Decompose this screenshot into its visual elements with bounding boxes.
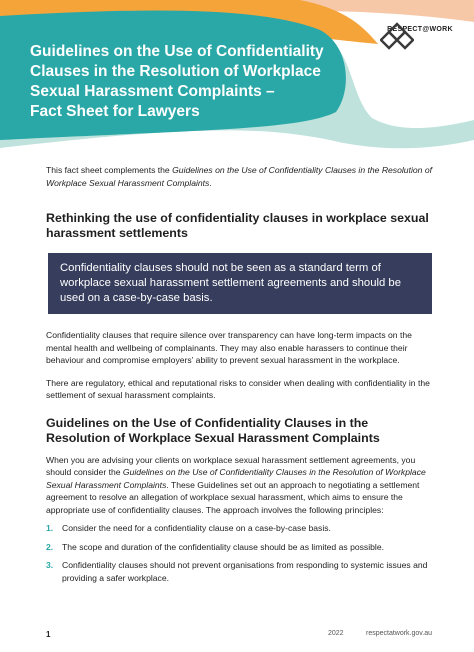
title-line: Sexual Harassment Complaints – bbox=[30, 83, 275, 100]
page-footer bbox=[46, 630, 432, 642]
guidelines-text-rest: . These Guidelines set out an approach to negotiating a settlement agreement to resolve an allegation of workplace sexual harassment, which aims to ensure the appropriate use of confidentiality clauses. The approach involves the following principles: bbox=[46, 479, 420, 515]
guidelines-paragraph bbox=[46, 454, 432, 517]
section-heading-rethinking: Rethinking the use of confidentiality clauses in workplace sexual harassment settlements bbox=[46, 211, 429, 240]
body-paragraph: Confidentiality clauses that require silence over transparency can have long-term impacts on the mental health and wellbeing of complainants. They may also enable harassers to continue their behaviour and compromise employers’ ability to prevent sexual harassment in the workplace. bbox=[46, 330, 412, 365]
intro-paragraph bbox=[46, 164, 432, 189]
list-item-text: The scope and duration of the confidentiality clause should be as limited as possible. bbox=[62, 541, 384, 552]
list-item bbox=[46, 559, 432, 584]
intro-text: This fact sheet complements the bbox=[46, 165, 173, 175]
diamond-logo-icon bbox=[380, 22, 414, 52]
list-item bbox=[46, 522, 432, 535]
logo-text: RESPECT@WORK bbox=[387, 26, 453, 33]
main-content bbox=[46, 164, 432, 590]
principles-list bbox=[46, 522, 432, 584]
section-heading-guidelines: Guidelines on the Use of Confidentiality Clauses in the Resolution of Workplace Sexual Harassment Complaints bbox=[46, 415, 380, 445]
list-item bbox=[46, 541, 432, 554]
guidelines-text: When you are advising your clients on workplace sexual harassment settlement agreements, you should consider the bbox=[46, 454, 416, 477]
page-number: 1 bbox=[46, 630, 51, 639]
list-item-text: Consider the need for a confidentiality clause on a case-by-case basis. bbox=[62, 523, 331, 533]
title-line: Clauses in the Resolution of Workplace bbox=[30, 63, 321, 80]
guidelines-title-italic: Guidelines on the Use of Confidentiality Clauses in the Resolution of Workplace Sexual Harassment Complaints bbox=[46, 467, 426, 490]
list-number: 1. bbox=[46, 523, 54, 533]
footer-year: 2022 bbox=[328, 630, 344, 637]
intro-suffix: . bbox=[209, 177, 212, 188]
list-number: 3. bbox=[46, 560, 54, 570]
header-banner bbox=[0, 0, 474, 160]
body-paragraph: There are regulatory, ethical and reputational risks to consider when dealing with confidentiality in the settlement of sexual harassment complaints. bbox=[46, 377, 430, 400]
list-item-text: Confidentiality clauses should not prevent organisations from responding to systemic issues and providing a safer workplace. bbox=[62, 560, 428, 583]
intro-guidelines-title: Guidelines on the Use of Confidentiality Clauses in the Resolution of Workplace Sexual Harassment Complaints bbox=[46, 165, 432, 188]
footer-url: respectatwork.gov.au bbox=[365, 630, 432, 637]
respect-at-work-logo bbox=[380, 22, 460, 33]
document-title bbox=[30, 42, 330, 122]
list-number: 2. bbox=[46, 541, 54, 552]
title-line: Guidelines on the Use of Confidentiality bbox=[30, 43, 324, 60]
title-line: Fact Sheet for Lawyers bbox=[30, 103, 200, 120]
callout-box: Confidentiality clauses should not be seen as a standard term of workplace sexual harassment settlement agreements and should be used on a case-by-case basis. bbox=[48, 253, 432, 314]
